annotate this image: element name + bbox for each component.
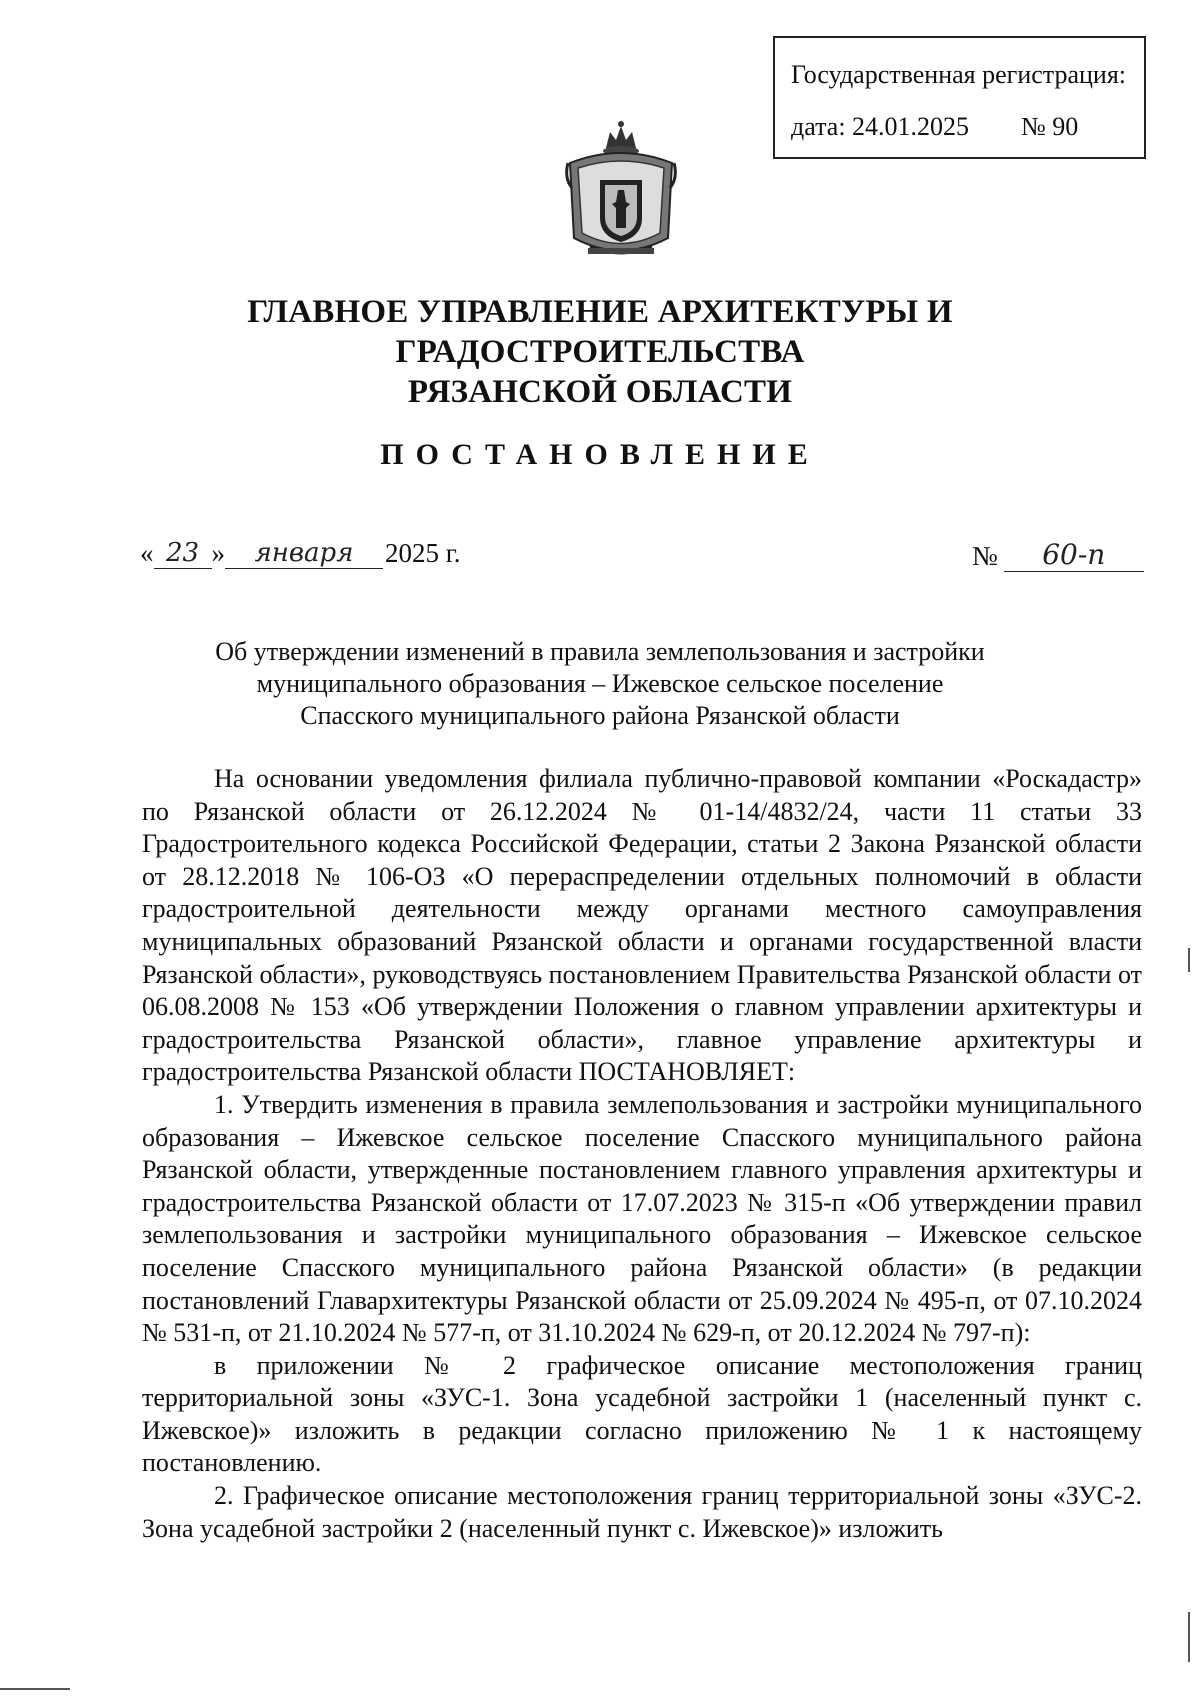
document-type: ПОСТАНОВЛЕНИЕ: [380, 438, 820, 471]
scan-mark: [1188, 1612, 1190, 1662]
handwritten-number: 60-п: [1004, 538, 1144, 572]
registration-number: № 90: [1021, 112, 1079, 141]
date-open-quote: «: [140, 538, 154, 568]
registration-box: [773, 36, 1146, 159]
date-year: 2025 г.: [385, 538, 461, 568]
document-number: [972, 538, 1144, 572]
title-line-2: муниципального образования – Ижевское сельское поселение: [256, 669, 944, 698]
organization-line-1: ГЛАВНОЕ УПРАВЛЕНИЕ АРХИТЕКТУРЫ И ГРАДОСТРОИТЕЛЬСТВА: [247, 294, 953, 370]
scan-mark: [0, 1688, 70, 1690]
registration-details: [791, 114, 1144, 140]
paragraph-item-1: 1. Утвердить изменения в правила землепользования и застройки муниципального образования – Ижевское сельское поселение Спасского муниципального района Рязанской области, утвержденные постановлением главного управления архитектуры и градостроительства Рязанской области от 17.07.2023 № 315-п «Об утверждении правил землепользования и застройки муниципального образования – Ижевское сельское поселение Спасского муниципального района Рязанской области» (в редакции постановлений Главархитектуры Рязанской области от 25.09.2024 № 495-п, от 07.10.2024 № 531-п, от 21.10.2024 № 577-п, от 31.10.2024 № 629-п, от 20.12.2024 № 797-п):: [142, 1089, 1142, 1348]
registration-label: Государственная регистрация:: [791, 60, 1127, 89]
document-title: [140, 636, 1060, 732]
handwritten-day: 23: [154, 538, 212, 569]
document-body: [142, 763, 1142, 1545]
handwritten-month: января: [225, 538, 383, 569]
document-date: [140, 538, 461, 569]
scan-mark: [1188, 948, 1190, 972]
number-prefix: №: [972, 541, 998, 571]
title-line-3: Спасского муниципального района Рязанской области: [300, 701, 900, 730]
organization-line-2: РЯЗАНСКОЙ ОБЛАСТИ: [407, 374, 793, 410]
date-close-quote: »: [211, 538, 225, 568]
coat-of-arms-icon: [560, 118, 682, 268]
organization-header: [80, 292, 1120, 412]
title-line-1: Об утверждении изменений в правила землепользования и застройки: [215, 637, 985, 666]
paragraph-preamble: На основании уведомления филиала публично-правовой компании «Роскадастр» по Рязанской области от 26.12.2024 № 01-14/4832/24, части 11 статьи 33 Градостроительного кодекса Российской Федерации, статьи 2 Закона Рязанской области от 28.12.2018 № 106-ОЗ «О перераспределении отдельных полномочий в области градостроительной деятельности между органами местного самоуправления муниципальных образований Рязанской области и органами государственной власти Рязанской области», руководствуясь постановлением Правительства Рязанской области от 06.08.2008 № 153 «Об утверждении Положения о главном управлении архитектуры и градостроительства Рязанской области», главное управление архитектуры и градостроительства Рязанской области ПОСТАНОВЛЯЕТ:: [142, 764, 1142, 1087]
registration-date: дата: 24.01.2025: [791, 112, 970, 141]
paragraph-item-1-detail: в приложении № 2 графическое описание местоположения границ территориальной зоны «ЗУС-1. Зона усадебной застройки 1 (населенный пункт с. Ижевское)» изложить в редакции согласно приложению № 1 к настоящему постановлению.: [142, 1350, 1142, 1478]
paragraph-item-2: 2. Графическое описание местоположения границ территориальной зоны «ЗУС-2. Зона усадебной застройки 2 (населенный пункт с. Ижевское)» изложить: [142, 1481, 1142, 1543]
